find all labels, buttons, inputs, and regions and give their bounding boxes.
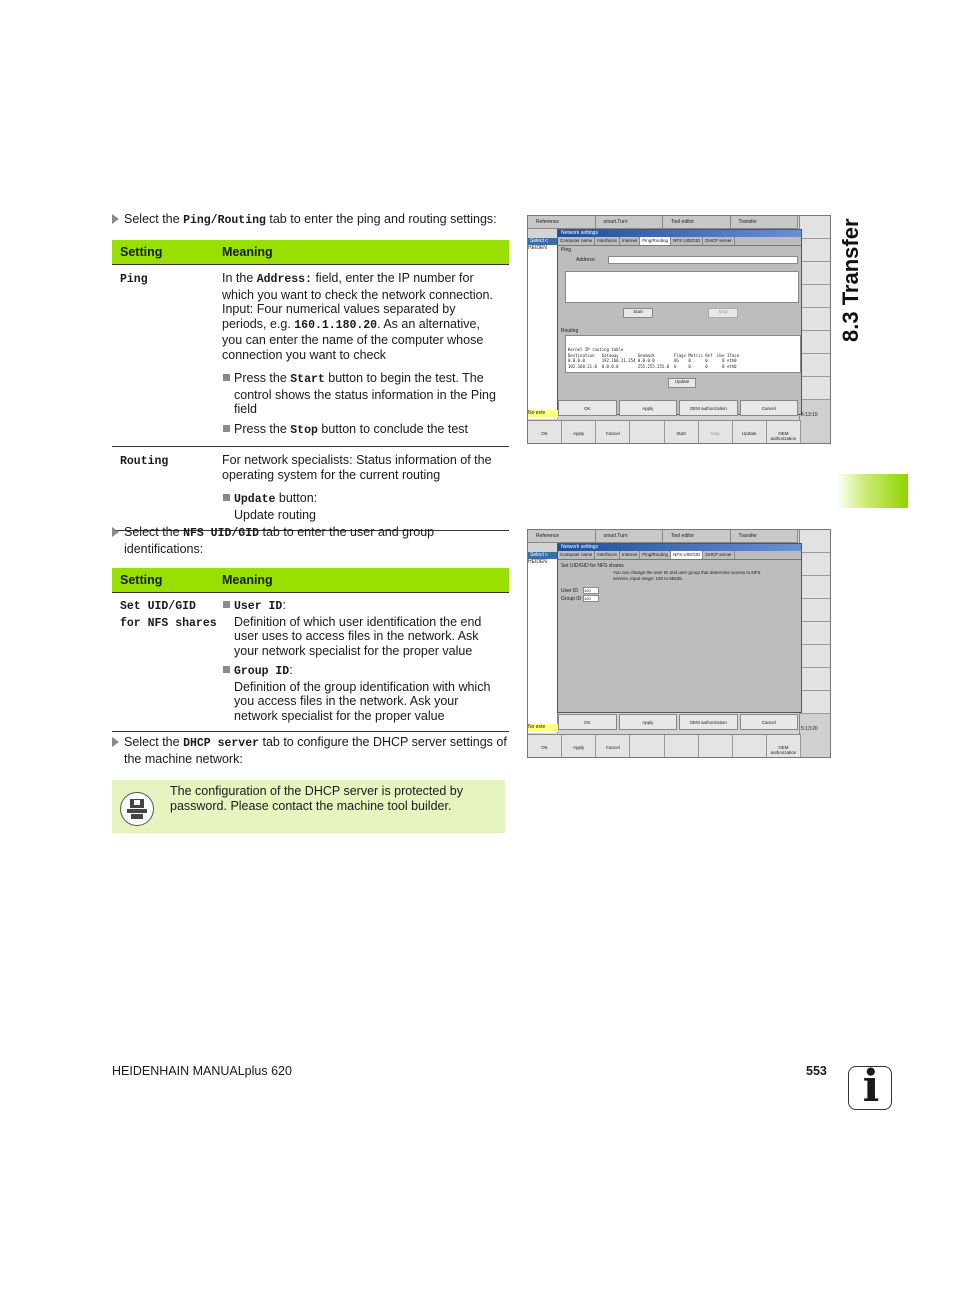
routing-description: For network specialists: Status information of the operating system for the current routing: [222, 453, 492, 482]
arrow-bullet-icon: [112, 527, 119, 537]
arrow-bullet-icon: [112, 737, 119, 747]
vertical-softkeys: [799, 216, 830, 443]
horizontal-softkeys: OK Apply Cancel Start Stop Update OEM authorization: [528, 420, 801, 443]
ping-description: In the Address: field, enter the IP number for which you want to check the network connection. Input: Four numerical values separated by periods, e.g. 160.1.180.20. As an alternative, you can enter the name of the computer whose connection you want to check: [222, 271, 493, 362]
chapter-side-title: [826, 214, 878, 344]
bullet-stop: Press the Stop button to conclude the test: [222, 422, 503, 439]
table-row-routing: [112, 447, 509, 531]
table-row-uidgid: Set UID/GID for NFS shares User ID: Definition of which user identification the end user uses to access files in the network. Ask your network specialist for the proper value Group ID: Definition of the group identification with which you access files in the network. Ask your network specialist for the proper value: [112, 593, 509, 732]
settings-table-ping: [112, 240, 509, 531]
dialog-buttons: OK Apply OEM authorization Cancel: [558, 400, 798, 416]
screenshot-ping-routing: Reference smart.Turn Tool editor Transfer Select c HEIDEN Network settings Computer name Interfaces Internet Ping/Routing NFS UID/GID DHCP server Ping Address: Start Stop Routing Kernel IP routing table Destination Gateway Genmask Flags Metric Ref Use Iface 0.0.0.0 192.168.21.254 0.0.0.0 UG 0 0 0 eth0 192.168.21.0 0.0.0.0 255.255.255.0 U 0 0 0 eth0 Update OK Apply OEM authorization Cancel No exte 5:13:15 OK Apply Cancel Start Stop Update OEM authorization: [527, 215, 831, 444]
address-input: [608, 256, 798, 264]
bullet-group-id: Group ID: Definition of the group identification with which you access files in the network. Ask your network specialist for the proper value: [222, 663, 503, 723]
machine-tool-builder-icon: [120, 792, 154, 826]
instruction-ping-routing: [112, 212, 512, 229]
mode-tabs: Reference smart.Turn Tool editor Transfer: [528, 530, 798, 543]
setting-name: Routing: [120, 455, 169, 468]
header-meaning: Meaning: [222, 244, 273, 259]
bullet-user-id: User ID: Definition of which user identification the end user uses to access files in the network. Ask your network specialist for the proper value: [222, 598, 503, 658]
footer-product: HEIDENHAIN MANUALplus 620: [112, 1064, 292, 1078]
chapter-tab-marker: [836, 474, 908, 508]
setting-name: Ping: [120, 273, 148, 286]
arrow-bullet-icon: [112, 214, 119, 224]
file-tree: Select c HEIDEN: [528, 552, 558, 733]
tab-name-code: Ping/Routing: [183, 214, 266, 227]
table-header: [112, 240, 509, 265]
square-bullet-icon: [223, 601, 230, 608]
routing-output: Kernel IP routing table Destination Gateway Genmask Flags Metric Ref Use Iface 0.0.0.0 192.168.21.254 0.0.0.0 UG 0 0 0 eth0 192.168.21.0 0.0.0.0 255.255.255.0 U 0 0 0 eth0: [565, 335, 801, 373]
file-tree: Select c HEIDEN: [528, 238, 558, 419]
network-settings-dialog: Network settings Computer name Interfaces Internet Ping/Routing NFS UID/GID DHCP server Set UID/GID for NFS shares You can change the user ID and user group that determine access to NFS servers. Input range: 100 to 65535. User ID 100 Group ID 100: [557, 543, 802, 713]
info-icon: i: [848, 1066, 892, 1110]
page-number: 553: [806, 1064, 827, 1078]
instr-text: Select the: [124, 212, 184, 226]
square-bullet-icon: [223, 374, 230, 381]
instruction-dhcp: Select the DHCP server tab to configure the DHCP server settings of the machine network:: [112, 735, 508, 766]
header-setting: Setting: [120, 572, 163, 587]
settings-table-nfs: [112, 568, 509, 732]
horizontal-softkeys: OK Apply Cancel OEM authorization: [528, 734, 801, 757]
ping-output: [565, 271, 799, 303]
square-bullet-icon: [223, 425, 230, 432]
network-settings-dialog: Network settings Computer name Interfaces Internet Ping/Routing NFS UID/GID DHCP server Ping Address: Start Stop Routing Kernel IP routing table Destination Gateway Genmask Flags Metric Ref Use Iface 0.0.0.0 192.168.21.254 0.0.0.0 UG 0 0 0 eth0 192.168.21.0 0.0.0.0 255.255.255.0 U 0 0 0 eth0 Update: [557, 229, 802, 415]
bullet-update: Update button: Update routing: [222, 491, 503, 522]
vertical-softkeys: [799, 530, 830, 757]
square-bullet-icon: [223, 666, 230, 673]
instr-text: tab to enter the ping and routing settings:: [265, 212, 497, 226]
mode-tabs: Reference smart.Turn Tool editor Transfer: [528, 216, 798, 229]
chapter-title-text: 8.3 Transfer: [838, 218, 863, 342]
bullet-start: Press the Start button to begin the test. The control shows the status information in the Ping field: [222, 371, 503, 417]
square-bullet-icon: [223, 494, 230, 501]
setting-name: Set UID/GID: [120, 600, 196, 613]
header-setting: Setting: [120, 244, 163, 259]
note-box: [112, 780, 505, 833]
header-meaning: Meaning: [222, 572, 273, 587]
dialog-buttons: OK Apply OEM authorization Cancel: [558, 714, 798, 730]
note-text: The configuration of the DHCP server is protected by password. Please contact the machine tool builder.: [170, 784, 463, 813]
table-row-ping: [112, 265, 509, 447]
instruction-nfs: Select the NFS UID/GID tab to enter the user and group identifications:: [112, 525, 508, 556]
screenshot-nfs-uidgid: Reference smart.Turn Tool editor Transfer Select c HEIDEN Network settings Computer name Interfaces Internet Ping/Routing NFS UID/GID DHCP server Set UID/GID for NFS shares You can change the user ID and user group that determine access to NFS servers. Input range: 100 to 65535. User ID 100 Group ID 100 OK Apply OEM authorization Cancel No exte 5:13:20 OK Apply Cancel OEM authorization: [527, 529, 831, 758]
table-header: [112, 568, 509, 593]
